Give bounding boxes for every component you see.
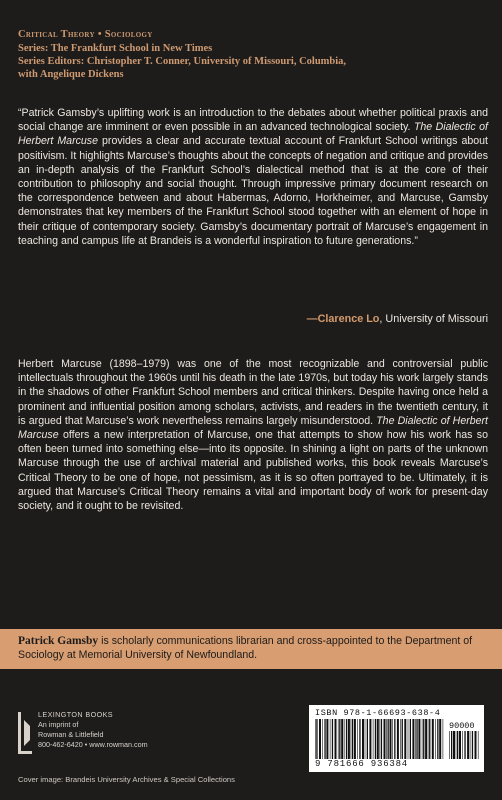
barcode-bar	[437, 719, 438, 759]
barcode-bar	[352, 719, 353, 759]
barcode-bar	[428, 719, 429, 759]
price-code: 90000	[449, 721, 475, 731]
series-editors-cont: with Angelique Dickens	[18, 69, 124, 80]
barcode-bar	[415, 719, 416, 759]
barcode-bar	[400, 719, 401, 759]
lexington-logo-icon	[18, 712, 32, 754]
barcode-digits: 9 781666 936384	[315, 759, 409, 769]
barcode-bar	[443, 719, 444, 759]
barcode-bar	[351, 719, 352, 759]
endorser-affiliation: , University of Missouri	[379, 313, 488, 325]
book-description	[18, 357, 488, 513]
barcode-bar	[472, 731, 473, 759]
barcode-bar	[425, 719, 427, 759]
barcode-bar	[369, 719, 371, 759]
barcode-bar	[348, 719, 350, 759]
barcode-bar	[390, 719, 392, 759]
publisher-contact: 800-462-6420 • www.rowman.com	[38, 740, 148, 749]
barcode-bar	[338, 719, 339, 759]
publisher-name: LEXINGTON BOOKS	[38, 710, 113, 719]
barcode-bar	[439, 719, 441, 759]
barcode-bar	[380, 719, 381, 759]
barcode-bar	[316, 719, 317, 759]
barcode-bar	[354, 719, 356, 759]
barcode-bar	[394, 719, 395, 759]
barcode-bar	[326, 719, 328, 759]
barcode-bar	[462, 731, 463, 759]
barcode-bar	[359, 719, 360, 759]
barcode-bar	[367, 719, 368, 759]
isbn-barcode	[309, 705, 484, 772]
barcode-bar	[381, 719, 382, 759]
barcode-bar	[475, 731, 477, 759]
quote-part-1: “Patrick Gamsby’s uplifting work is an introduction to the debates about whether political praxis and social change are imminent or even possible in an advanced technological society.	[18, 107, 488, 134]
barcode-bars	[315, 719, 445, 759]
barcode-bar	[408, 719, 409, 759]
barcode-bar	[453, 731, 455, 759]
description-part-1: Herbert Marcuse (1898–1979) was one of the most recognizable and controversial public intellectuals throughout the 1960s until his death in the late 1970s, but today his work largely stands in the shadows of other Frankfurt School members and critical thinkers. Despite having once held a prominent and influential position among scholars, activists, and readers in the twentieth century, it is argued that Marcuse’s work nevertheless remains largely misunderstood.	[18, 358, 488, 427]
description-book-title: The Dialectic of Herbert Marcuse	[18, 414, 489, 442]
endorsement-attribution	[307, 313, 488, 325]
barcode-bar	[324, 719, 325, 759]
author-bio	[18, 634, 486, 662]
barcode-bar	[392, 719, 393, 759]
barcode-bar	[344, 719, 345, 759]
cover-image-credit: Cover image: Brandeis University Archives & Special Collections	[18, 775, 235, 784]
barcode-bar	[362, 719, 364, 759]
isbn-number: ISBN 978-1-66693-638-4	[315, 708, 441, 718]
barcode-bar	[404, 719, 406, 759]
barcode-bar	[330, 719, 331, 759]
barcode-bar	[397, 719, 399, 759]
publisher-imprint: An imprint of	[38, 720, 79, 729]
barcode-bar	[459, 731, 461, 759]
barcode-bar	[464, 731, 465, 759]
series-header	[18, 28, 488, 81]
category-label: Critical Theory • Sociology	[18, 29, 153, 40]
barcode-bar	[410, 719, 411, 759]
barcode-bar	[377, 719, 379, 759]
barcode-bar	[341, 719, 343, 759]
barcode-bar	[386, 719, 387, 759]
barcode-bar	[432, 719, 434, 759]
barcode-bar	[319, 719, 321, 759]
barcode-bar	[467, 731, 469, 759]
publisher-info	[38, 710, 148, 750]
endorsement-quote	[18, 106, 488, 248]
barcode-bar	[478, 731, 479, 759]
barcode-bar	[470, 731, 471, 759]
quote-part-2: provides a clear and accurate textual account of Frankfurt School writings about positivism. It highlights Marcuse’s thoughts about the concepts of negation and critique and provides an in-depth analysis of the Frankfurt School’s dialectical method that is at the core of their contribution to philosophy and social thought. Through impressive primary document research on the correspondence between and about Habermas, Adorno, Horkheimer, and Marcuse, Gamsby demonstrates that key members of the Frankfurt School stood together with an element of hope in their critique of contemporary society. Gamsby’s documentary portrait of Marcuse’s engagement in teaching and campus life at Brandeis is a wonderful inspiration to future generations.”	[18, 135, 488, 247]
barcode-bar	[332, 719, 333, 759]
author-name: Patrick Gamsby	[18, 635, 99, 647]
barcode-bar	[365, 719, 366, 759]
endorser-name: —Clarence Lo	[306, 313, 380, 325]
price-barcode-bars	[449, 731, 479, 759]
barcode-bar	[418, 719, 420, 759]
series-editors: Series Editors: Christopher T. Conner, University of Missouri, Columbia,	[18, 56, 347, 67]
barcode-bar	[422, 719, 423, 759]
barcode-bar	[435, 719, 436, 759]
barcode-bar	[357, 719, 358, 759]
barcode-bar	[429, 719, 430, 759]
barcode-bar	[451, 731, 452, 759]
barcode-bar	[339, 719, 340, 759]
barcode-bar	[322, 719, 323, 759]
barcode-bar	[457, 731, 458, 759]
barcode-bar	[423, 719, 424, 759]
barcode-bar	[373, 719, 374, 759]
barcode-bar	[346, 719, 347, 759]
quote-book-title: The Dialectic of Herbert Marcuse	[18, 121, 488, 148]
barcode-bar	[315, 719, 316, 759]
barcode-bar	[416, 719, 417, 759]
series-title: Series: The Frankfurt School in New Times	[18, 43, 213, 54]
publisher-parent: Rowman & Littlefield	[38, 730, 104, 739]
barcode-bar	[384, 719, 386, 759]
barcode-bar	[402, 719, 403, 759]
barcode-bar	[375, 719, 376, 759]
barcode-bar	[412, 719, 414, 759]
author-bio-text: is scholarly communications librarian and cross-appointed to the Department of Sociology at Memorial University of Newfoundland.	[18, 635, 473, 662]
description-part-2: offers a new interpretation of Marcuse, one that attempts to show how his work has so often been turned into something else—into its opposite. In shining a light on parts of the unknown Marcuse through the use of archival material and published works, this book reveals Marcuse’s Critical Theory to be one of hope, not pessimism, as it is so often portrayed to be. Ultimately, it is argued that Marcuse’s Critical Theory remains a vital and important body of work for present-day society, and it ought to be revisited.	[18, 429, 488, 513]
barcode-bar	[456, 731, 457, 759]
barcode-bar	[449, 731, 450, 759]
barcode-bar	[335, 719, 337, 759]
barcode-bar	[388, 719, 389, 759]
